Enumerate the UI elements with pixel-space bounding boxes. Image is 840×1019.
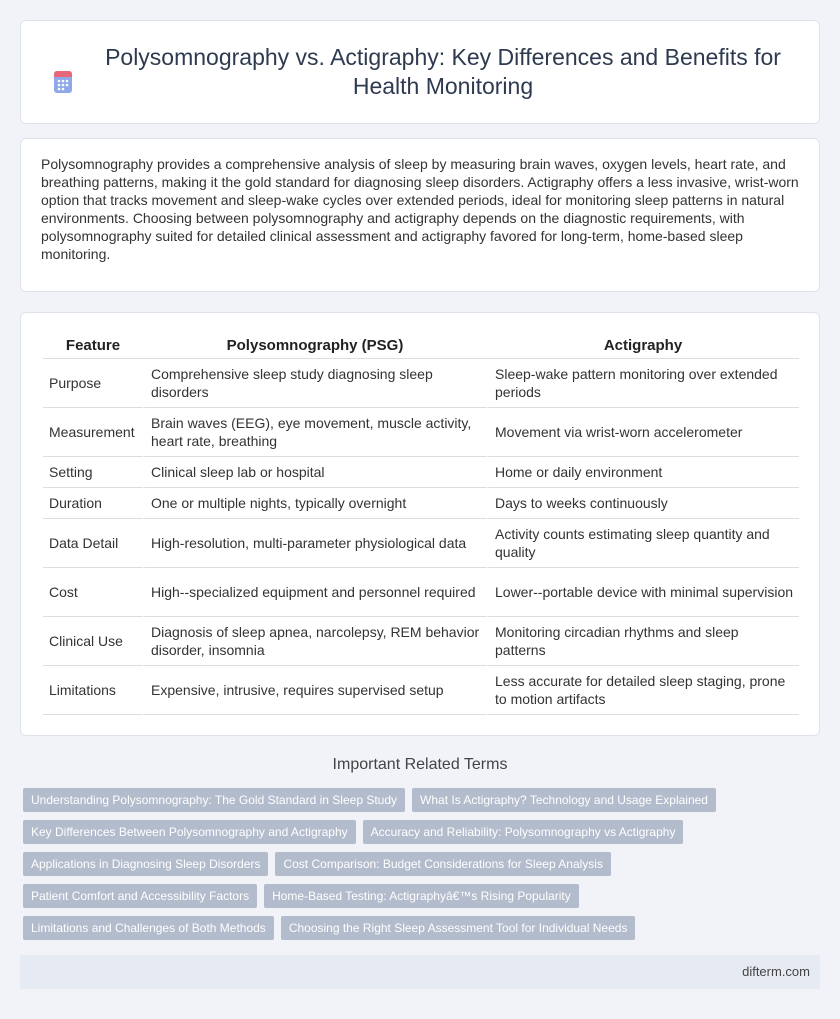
table-row [43, 457, 799, 488]
actigraphy-cell: Lower--portable device with minimal supervision [487, 568, 799, 617]
table-row [43, 408, 799, 457]
related-term-link[interactable]: Accuracy and Reliability: Polysomnography vs Actigraphy [363, 820, 684, 844]
feature-cell: Purpose [43, 359, 143, 408]
term-row [23, 852, 823, 876]
term-row [23, 916, 823, 940]
term-row [23, 884, 823, 908]
comparison-table [43, 333, 799, 715]
psg-cell: One or multiple nights, typically overnight [143, 488, 487, 519]
intro-card [20, 138, 820, 292]
comparison-card [20, 312, 820, 736]
actigraphy-cell: Sleep-wake pattern monitoring over extended periods [487, 359, 799, 408]
table-row [43, 666, 799, 715]
actigraphy-cell: Movement via wrist-worn accelerometer [487, 408, 799, 457]
feature-cell: Measurement [43, 408, 143, 457]
feature-cell: Duration [43, 488, 143, 519]
psg-cell: High--specialized equipment and personnel required [143, 568, 487, 617]
psg-cell: Brain waves (EEG), eye movement, muscle activity, heart rate, breathing [143, 408, 487, 457]
actigraphy-cell: Home or daily environment [487, 457, 799, 488]
table-row [43, 568, 799, 617]
related-term-link[interactable]: Cost Comparison: Budget Considerations for Sleep Analysis [275, 852, 611, 876]
related-term-link[interactable]: Choosing the Right Sleep Assessment Tool for Individual Needs [281, 916, 636, 940]
feature-cell: Data Detail [43, 519, 143, 568]
related-term-link[interactable]: Limitations and Challenges of Both Methods [23, 916, 274, 940]
feature-cell: Cost [43, 568, 143, 617]
term-row [23, 788, 823, 812]
table-row [43, 617, 799, 666]
feature-cell: Clinical Use [43, 617, 143, 666]
actigraphy-cell: Monitoring circadian rhythms and sleep patterns [487, 617, 799, 666]
intro-text: Polysomnography provides a comprehensive analysis of sleep by measuring brain waves, oxygen levels, heart rate, and breathing patterns, making it the gold standard for diagnosing sleep disorders. Actigraphy offers a less invasive, wrist-worn option that tracks movement and sleep-wake cycles over extended periods, ideal for monitoring sleep patterns in natural environments. Choosing between polysomnography and actigraphy depends on the diagnostic requirements, with polysomnography suited for detailed clinical assessment and actigraphy favored for long-term, home-based sleep monitoring. [41, 156, 799, 262]
related-term-link[interactable]: Key Differences Between Polysomnography and Actigraphy [23, 820, 356, 844]
feature-cell: Setting [43, 457, 143, 488]
term-row [23, 820, 823, 844]
table-row [43, 519, 799, 568]
header-actigraphy: Actigraphy [487, 333, 799, 359]
actigraphy-cell: Less accurate for detailed sleep staging, prone to motion artifacts [487, 666, 799, 715]
page-title: Polysomnography vs. Actigraphy: Key Differences and Benefits for Health Monitoring [105, 44, 781, 99]
psg-cell: High-resolution, multi-parameter physiological data [143, 519, 487, 568]
feature-cell: Limitations [43, 666, 143, 715]
table-row [43, 488, 799, 519]
document-icon [50, 69, 76, 95]
psg-cell: Clinical sleep lab or hospital [143, 457, 487, 488]
table-header-row [43, 333, 799, 359]
table-row [43, 359, 799, 408]
actigraphy-cell: Activity counts estimating sleep quantity and quality [487, 519, 799, 568]
psg-cell: Comprehensive sleep study diagnosing sleep disorders [143, 359, 487, 408]
header-psg: Polysomnography (PSG) [143, 333, 487, 359]
psg-cell: Diagnosis of sleep apnea, narcolepsy, REM behavior disorder, insomnia [143, 617, 487, 666]
actigraphy-cell: Days to weeks continuously [487, 488, 799, 519]
footer [20, 955, 820, 989]
header-card [20, 20, 820, 124]
related-terms-list [23, 788, 823, 948]
related-term-link[interactable]: Applications in Diagnosing Sleep Disorders [23, 852, 268, 876]
psg-cell: Expensive, intrusive, requires supervised setup [143, 666, 487, 715]
related-term-link[interactable]: Patient Comfort and Accessibility Factors [23, 884, 257, 908]
footer-brand[interactable]: difterm.com [742, 964, 810, 979]
header-feature: Feature [43, 333, 143, 359]
related-term-link[interactable]: What Is Actigraphy? Technology and Usage Explained [412, 788, 716, 812]
related-term-link[interactable]: Understanding Polysomnography: The Gold Standard in Sleep Study [23, 788, 405, 812]
related-term-link[interactable]: Home-Based Testing: Actigraphyâ€™s Rising Popularity [264, 884, 579, 908]
related-terms-title: Important Related Terms [332, 756, 508, 773]
